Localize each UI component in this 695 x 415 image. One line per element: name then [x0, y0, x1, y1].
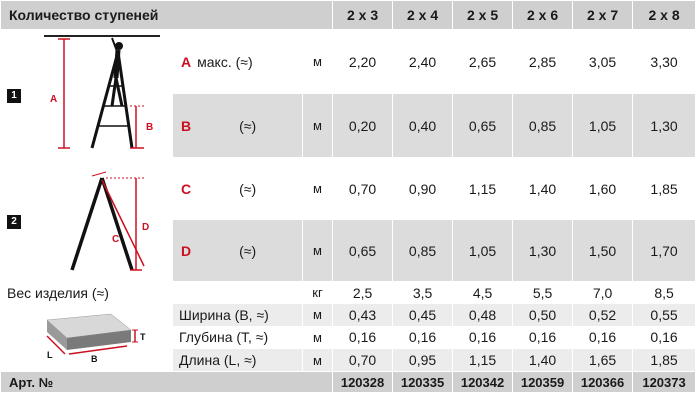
row-c-label: C (≈): [173, 158, 303, 220]
value-cell: 4,5: [453, 282, 513, 304]
weight-label: Вес изделия (≈): [1, 282, 303, 304]
value-cell: 1,50: [573, 220, 633, 282]
value-cell: 5,5: [513, 282, 573, 304]
value-cell: 1,15: [453, 158, 513, 220]
article-number: 120366: [573, 372, 633, 393]
unit-cell: м: [303, 94, 333, 158]
value-cell: 1,70: [633, 220, 695, 282]
article-number: 120342: [453, 372, 513, 393]
value-cell: 2,20: [333, 30, 393, 94]
row-c: [1, 158, 695, 220]
value-cell: 0,16: [633, 326, 695, 349]
value-cell: 0,20: [333, 94, 393, 158]
article-label: Арт. №: [1, 372, 333, 393]
value-cell: 2,40: [393, 30, 453, 94]
value-cell: 2,85: [513, 30, 573, 94]
value-cell: 1,65: [573, 349, 633, 372]
row-a: [1, 30, 695, 94]
value-cell: 3,05: [573, 30, 633, 94]
article-number: 120335: [393, 372, 453, 393]
value-cell: 0,16: [393, 326, 453, 349]
ladder-height-illustration: [31, 30, 173, 158]
svg-text:A: A: [49, 94, 57, 105]
unit-cell: м: [303, 30, 333, 94]
value-cell: 0,50: [513, 304, 573, 327]
width-label: Ширина (B, ≈): [173, 304, 303, 327]
weight-row: [1, 282, 695, 304]
value-cell: 0,65: [453, 94, 513, 158]
value-cell: 0,65: [333, 220, 393, 282]
value-cell: 3,30: [633, 30, 695, 94]
value-cell: 0,45: [393, 304, 453, 327]
value-cell: 1,60: [573, 158, 633, 220]
svg-text:B: B: [90, 354, 97, 364]
unit-cell: м: [303, 349, 333, 372]
value-cell: 0,90: [393, 158, 453, 220]
value-cell: 1,15: [453, 349, 513, 372]
article-row: [1, 372, 695, 393]
unit-cell: м: [303, 326, 333, 349]
article-number: 120328: [333, 372, 393, 393]
value-cell: 1,85: [633, 158, 695, 220]
value-cell: 0,52: [573, 304, 633, 327]
unit-cell: м: [303, 304, 333, 327]
value-cell: 8,5: [633, 282, 695, 304]
unit-cell: м: [303, 220, 333, 282]
svg-text:B: B: [145, 122, 153, 133]
article-number: 120373: [633, 372, 695, 393]
col-header: 2 x 6: [513, 1, 573, 30]
svg-text:L: L: [46, 350, 52, 360]
value-cell: 0,48: [453, 304, 513, 327]
ladder-person-icon: [32, 30, 172, 154]
value-cell: 1,30: [513, 220, 573, 282]
section-badge-2: 2: [7, 215, 21, 229]
value-cell: 0,40: [393, 94, 453, 158]
svg-text:C: C: [111, 234, 119, 245]
svg-text:D: D: [141, 222, 149, 233]
value-cell: 1,85: [633, 349, 695, 372]
depth-label: Глубина (T, ≈): [173, 326, 303, 349]
package-box-icon: [7, 304, 167, 368]
unit-cell: м: [303, 158, 333, 220]
col-header: 2 x 8: [633, 1, 695, 30]
badge-cell: [1, 30, 31, 158]
unit-cell: кг: [303, 282, 333, 304]
header-title: Количество ступеней: [1, 1, 333, 30]
value-cell: 3,5: [393, 282, 453, 304]
col-header: 2 x 5: [453, 1, 513, 30]
value-cell: 1,05: [573, 94, 633, 158]
col-header: 2 x 3: [333, 1, 393, 30]
row-d-label: D (≈): [173, 220, 303, 282]
value-cell: 0,16: [573, 326, 633, 349]
value-cell: 1,30: [633, 94, 695, 158]
value-cell: 0,16: [453, 326, 513, 349]
package-illustration-cell: [1, 304, 173, 372]
row-a-label: A макс. (≈): [173, 30, 303, 94]
value-cell: 1,40: [513, 158, 573, 220]
length-label: Длина (L, ≈): [173, 349, 303, 372]
width-row: [1, 304, 695, 327]
ladder-open-illustration: [31, 158, 173, 282]
badge-cell: [1, 158, 31, 282]
value-cell: 2,5: [333, 282, 393, 304]
value-cell: 0,70: [333, 158, 393, 220]
value-cell: 0,43: [333, 304, 393, 327]
value-cell: 0,16: [513, 326, 573, 349]
value-cell: 7,0: [573, 282, 633, 304]
value-cell: 0,85: [513, 94, 573, 158]
value-cell: 0,85: [393, 220, 453, 282]
col-header: 2 x 7: [573, 1, 633, 30]
section-badge-1: 1: [7, 89, 21, 103]
article-number: 120359: [513, 372, 573, 393]
value-cell: 2,65: [453, 30, 513, 94]
value-cell: 0,55: [633, 304, 695, 327]
row-b-label: B (≈): [173, 94, 303, 158]
value-cell: 0,95: [393, 349, 453, 372]
col-header: 2 x 4: [393, 1, 453, 30]
value-cell: 1,40: [513, 349, 573, 372]
value-cell: 0,70: [333, 349, 393, 372]
open-ladder-icon: [32, 158, 172, 278]
svg-text:T: T: [139, 332, 145, 342]
value-cell: 0,16: [333, 326, 393, 349]
value-cell: 1,05: [453, 220, 513, 282]
header-row: [1, 1, 695, 30]
